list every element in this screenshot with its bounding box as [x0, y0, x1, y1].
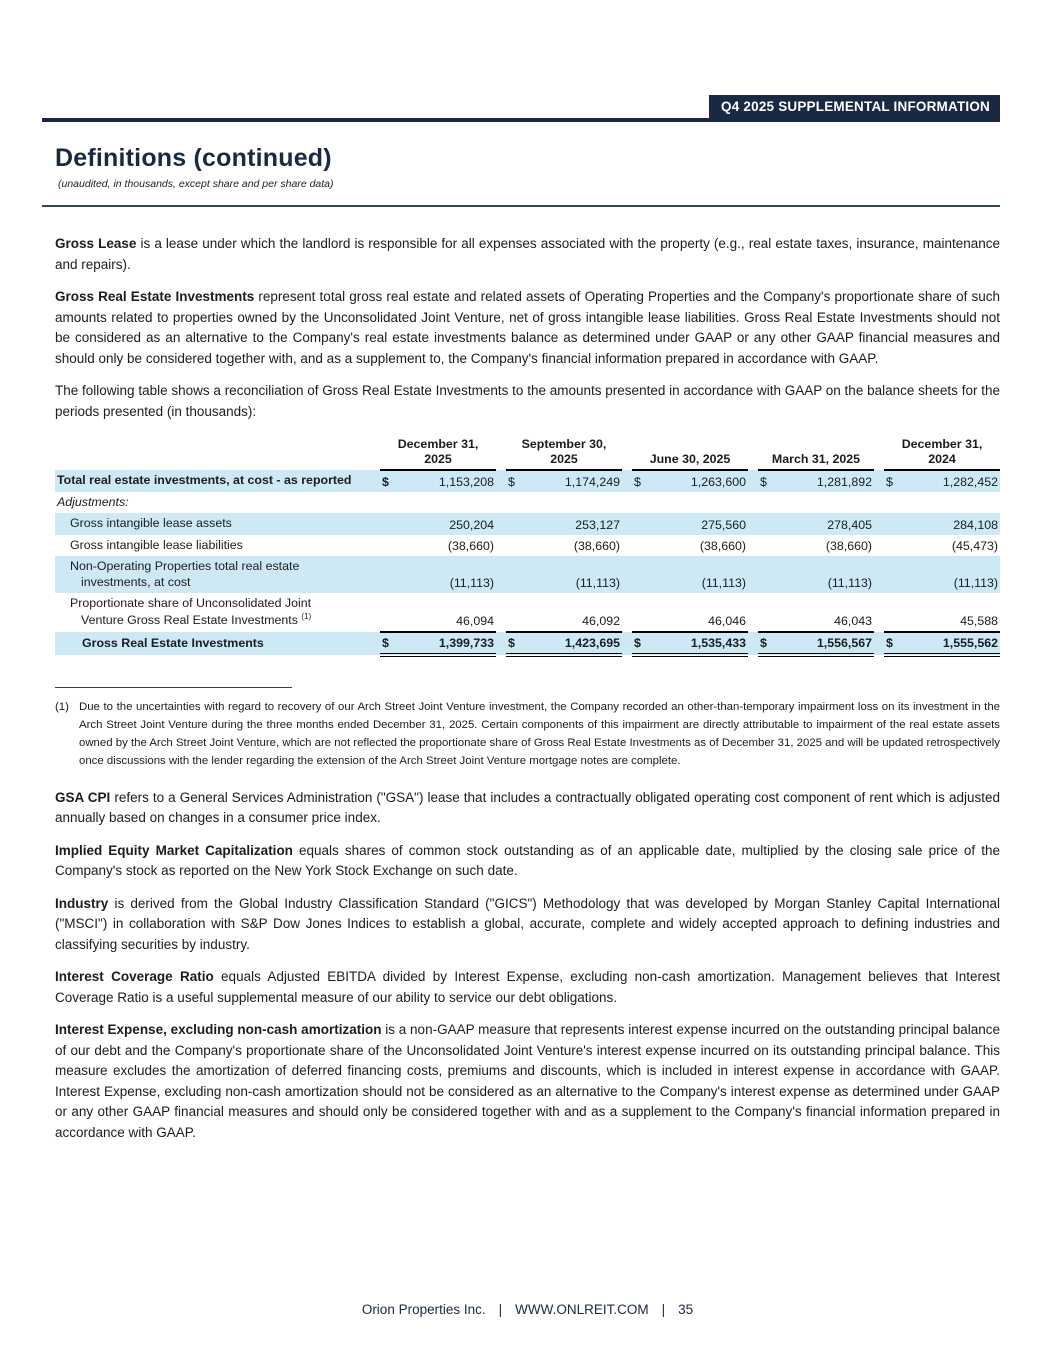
- cell-value: (38,660): [825, 539, 872, 554]
- cell-value: (11,113): [774, 556, 874, 593]
- cell-value: 1,556,567: [774, 632, 874, 655]
- column-header: June 30, 2025: [632, 434, 748, 470]
- table-row: [55, 513, 1000, 535]
- definition-interest-expense: [55, 1020, 1000, 1143]
- footer-url: WWW.ONLREIT.COM: [515, 1302, 649, 1317]
- page-title: Definitions (continued): [55, 144, 332, 172]
- footer-divider: |: [498, 1302, 503, 1317]
- term-industry: Industry: [55, 895, 109, 911]
- row-label: Gross intangible lease assets: [55, 513, 370, 535]
- definition-text: represent total gross real estate and related assets of Operating Properties and the Company's proportionate share of such amounts related to properties owned by the Unconsolidated Joint Venture, net of gross intangible lease liabilities. Gross Real Estate Investments should not be considered as an alternative to the Company's real estate investments balance as determined under GAAP or any other GAAP financial measures and should only be considered together with, and as a supplement to, the Company's financial information prepared in accordance with GAAP.: [55, 289, 1000, 366]
- cell-value: 275,560: [648, 513, 748, 535]
- cell-value: (45,473): [951, 539, 998, 554]
- report-banner: Q4 2025 SUPPLEMENTAL INFORMATION: [709, 95, 1000, 118]
- cell-value: 253,127: [522, 513, 622, 535]
- cell-value: 1,423,695: [522, 632, 622, 655]
- title-rule: [42, 205, 1000, 207]
- dollar-sign: $: [380, 632, 396, 655]
- table-row: [55, 535, 1000, 557]
- cell-value: 1,281,892: [774, 470, 874, 492]
- table-intro: [55, 381, 1000, 422]
- header-rule: [42, 118, 1000, 122]
- cell-value: 1,263,600: [648, 470, 748, 492]
- definition-interest-coverage: [55, 967, 1000, 1008]
- dollar-sign: $: [758, 632, 774, 655]
- table-total-row: [55, 632, 1000, 655]
- table-row: [55, 492, 1000, 514]
- definition-text: is derived from the Global Industry Classification Standard ("GICS") Methodology that was developed by Morgan Stanley Capital International ("MSCI") in collaboration with S&P Dow Jones Indices to establish a global, accurate, complete and widely accepted approach to defining industries and classifying securities by industry.: [55, 895, 1000, 952]
- footer-page-number: 35: [678, 1302, 694, 1317]
- cell-value: 1,555,562: [900, 632, 1000, 655]
- cell-value: 1,174,249: [522, 470, 622, 492]
- column-header: September 30, 2025: [506, 434, 622, 470]
- dollar-sign: $: [884, 470, 900, 492]
- dollar-sign: $: [758, 470, 774, 492]
- term-gsa-cpi: GSA CPI: [55, 789, 111, 805]
- row-label: Proportionate share of Unconsolidated Joint Venture Gross Real Estate Investments $^{(1)}$: [70, 596, 312, 627]
- cell-value: (38,660): [699, 539, 746, 554]
- row-label: Adjustments:: [57, 494, 129, 509]
- definition-industry: [55, 894, 1000, 956]
- footnote: [55, 698, 1000, 771]
- column-header: December 31, 2024: [884, 434, 1000, 470]
- reconciliation-table: [55, 434, 1000, 656]
- term-implied-equity: Implied Equity Market Capitalization: [55, 842, 293, 858]
- definition-text: equals shares of common stock outstanding as of an applicable date, multiplied by the closing sale price of the Company's stock as reported on the New York Stock Exchange on such date.: [55, 842, 1000, 879]
- table-row: [55, 470, 1000, 492]
- dollar-sign: $: [506, 632, 522, 655]
- definition-gross-rei: [55, 287, 1000, 369]
- cell-value: 278,405: [774, 513, 874, 535]
- cell-value: 1,282,452: [900, 470, 1000, 492]
- definition-gsa-cpi: [55, 788, 1000, 829]
- term-gross-lease: Gross Lease: [55, 236, 137, 251]
- row-label: Gross intangible lease liabilities: [70, 537, 243, 552]
- definition-text: is a lease under which the landlord is responsible for all expenses associated with the property (e.g., real estate taxes, insurance, maintenance and repairs).: [55, 236, 1001, 272]
- table-header-row: [55, 434, 1000, 470]
- cell-value: 1,153,208: [396, 470, 496, 492]
- footer-divider: |: [661, 1302, 666, 1317]
- footnote-marker: (1): [55, 700, 69, 713]
- dollar-sign: $: [632, 470, 648, 492]
- table-row: [55, 556, 1000, 593]
- cell-value: (11,113): [648, 556, 748, 593]
- footnote-ref: (1): [301, 611, 312, 621]
- row-label: Non-Operating Properties total real estate investments, at cost: [55, 556, 370, 593]
- cell-value: (11,113): [396, 556, 496, 593]
- cell-value: (11,113): [900, 556, 1000, 593]
- term-interest-coverage: Interest Coverage Ratio: [55, 969, 214, 985]
- row-label: Gross Real Estate Investments: [55, 632, 370, 655]
- definition-implied-equity: [55, 841, 1000, 882]
- footer-company: Orion Properties Inc.: [361, 1302, 486, 1317]
- definition-text: refers to a General Services Administration ("GSA") lease that includes a contractually obligated operating cost component of rent which is adjusted annually based on changes in a consumer price index.: [55, 789, 1000, 826]
- table-row: [55, 593, 1000, 631]
- page-subtitle: (unaudited, in thousands, except share and per share data): [58, 178, 334, 190]
- term-gross-rei: Gross Real Estate Investments: [55, 289, 255, 305]
- cell-value: 46,043: [834, 613, 872, 628]
- dollar-sign: $: [632, 632, 648, 655]
- cell-value: 46,092: [582, 613, 620, 628]
- definition-gross-lease: [55, 234, 1000, 275]
- footnote-separator: [55, 687, 292, 688]
- footnote-text: Due to the uncertainties with regard to recovery of our Arch Street Joint Venture investment, the Company recorded an other-than-temporary impairment loss on its investment in the Arch Street Joint Venture during the three months ended December 31, 2025. Certain components of this impairment are directly attributable to impairment of the real estate assets owned by the Arch Street Joint Venture, which are not reflected the proportionate share of Gross Real Estate Investments as of December 31, 2025 and will be updated retrospectively once discussions with the lender regarding the extension of the Arch Street Joint Venture mortgage notes are complete.: [79, 700, 1000, 768]
- cell-value: 1,535,433: [648, 632, 748, 655]
- column-header: December 31, 2025: [380, 434, 496, 470]
- term-interest-expense: Interest Expense, excluding non-cash amortization: [55, 1022, 382, 1038]
- cell-value: 250,204: [396, 513, 496, 535]
- cell-value: 1,399,733: [396, 632, 496, 655]
- cell-value: 45,588: [960, 613, 998, 628]
- table-intro-text: The following table shows a reconciliation of Gross Real Estate Investments to the amounts presented in accordance with GAAP on the balance sheets for the periods presented (in thousands):: [55, 383, 1000, 419]
- cell-value: 46,046: [708, 613, 746, 628]
- definition-text: is a non-GAAP measure that represents interest expense incurred on the outstanding principal balance of our debt and the Company's proportionate share of the Unconsolidated Joint Venture's interest expense incurred on its outstanding principal balance. This measure excludes the amortization of deferred financing costs, premiums and discounts, which is included in interest expense in accordance with GAAP. Interest Expense, excluding non-cash amortization should not be considered as an alternative to the Company's interest expense as determined under GAAP or any other GAAP financial measures and should only be considered together with and as a supplement to the Company's financial information prepared in accordance with GAAP.: [55, 1022, 1000, 1140]
- cell-value: 284,108: [900, 513, 1000, 535]
- page-footer: [0, 1302, 1055, 1317]
- row-label: Total real estate investments, at cost - as reported: [55, 470, 370, 492]
- dollar-sign: $: [884, 632, 900, 655]
- cell-value: (38,660): [573, 539, 620, 554]
- cell-value: 46,094: [456, 613, 494, 628]
- column-header: March 31, 2025: [758, 434, 874, 470]
- cell-value: (38,660): [447, 539, 494, 554]
- cell-value: (11,113): [522, 556, 622, 593]
- definition-text: equals Adjusted EBITDA divided by Interest Expense, excluding non-cash amortization. Management believes that Interest Coverage Ratio is a useful supplemental measure of our ability to service our debt obligations.: [55, 969, 1001, 1005]
- dollar-sign: $: [506, 470, 522, 492]
- dollar-sign: $: [380, 470, 396, 492]
